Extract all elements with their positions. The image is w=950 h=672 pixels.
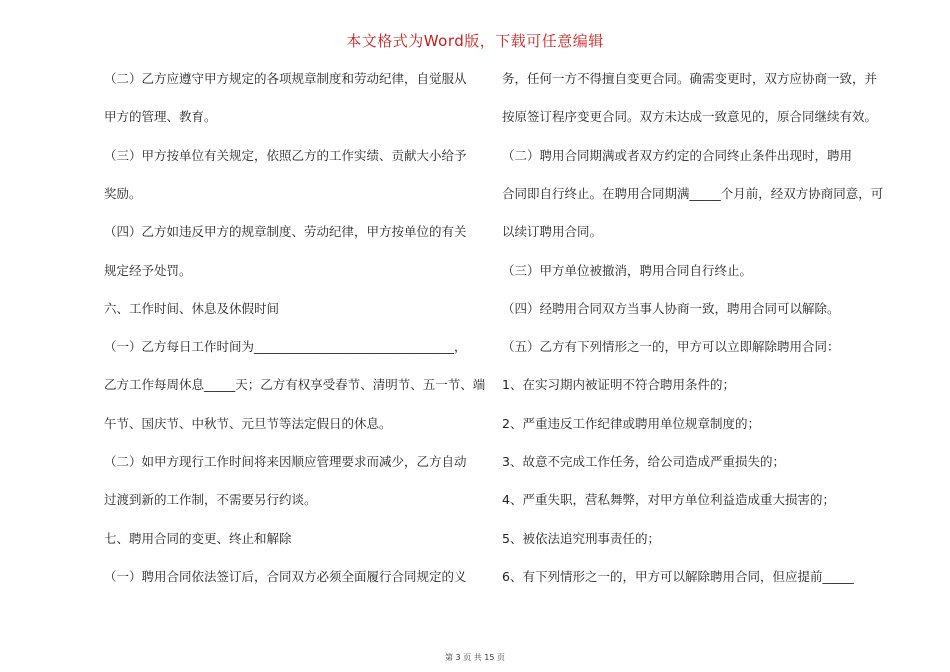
text-line: 规定经予处罚。 <box>104 263 192 278</box>
text-line: 务，任何一方不得擅自变更合同。确需变更时，双方应协商一致，并 <box>502 71 878 86</box>
list-item: 3、故意不完成工作任务，给公司造成严重损失的； <box>502 454 785 469</box>
section-heading: 七、聘用合同的变更、终止和解除 <box>104 531 292 546</box>
text-line: （二）聘用合同期满或者双方约定的合同终止条件出现时，聘用 <box>502 148 853 163</box>
text-line: 按原签订程序变更合同。双方未达成一致意见的，原合同继续有效。 <box>502 109 878 124</box>
text-line: （三）甲方按单位有关规定，依照乙方的工作实绩、贡献大小给予 <box>104 148 467 163</box>
text-line: 甲方的管理、教育。 <box>104 109 217 124</box>
text-line: （一）乙方每日工作时间为________________________________， <box>104 339 467 354</box>
text-line: （二）乙方应遵守甲方规定的各项规章制度和劳动纪律，自觉服从 <box>104 71 467 86</box>
text-line: 合同即自行终止。在聘用合同期满_____个月前，经双方协商同意，可 <box>502 186 884 201</box>
text-line: （四）经聘用合同双方当事人协商一致，聘用合同可以解除。 <box>502 301 840 316</box>
text-line: （一）聘用合同依法签订后，合同双方必须全面履行合同规定的义 <box>104 569 467 584</box>
section-heading: 六、工作时间、休息及休假时间 <box>104 301 280 316</box>
text-line: 午节、国庆节、中秋节、元旦节等法定假日的休息。 <box>104 416 392 431</box>
list-item: 5、被依法追究刑事责任的； <box>502 531 660 546</box>
text-line: （五）乙方有下列情形之一的，甲方可以立即解除聘用合同： <box>502 339 840 354</box>
page-number: 第 3 页 共 15 页 <box>445 653 505 662</box>
text-line: （二）如甲方现行工作时间将来因顺应管理要求而减少，乙方自动 <box>104 454 467 469</box>
text-line: （四）乙方如违反甲方的规章制度、劳动纪律，甲方按单位的有关 <box>104 224 467 239</box>
text-line: 奖励。 <box>104 186 142 201</box>
list-item: 1、在实习期内被证明不符合聘用条件的； <box>502 377 735 392</box>
page-header-title: 本文格式为Word版，下载可任意编辑 <box>346 32 604 50</box>
text-line: 乙方工作每周休息_____天；乙方有权享受春节、清明节、五一节、端 <box>104 377 486 392</box>
list-item: 2、严重违反工作纪律或聘用单位规章制度的； <box>502 416 760 431</box>
text-line: 以续订聘用合同。 <box>502 224 603 239</box>
list-item: 6、有下列情形之一的，甲方可以解除聘用合同，但应提前_____ <box>502 569 854 584</box>
list-item: 4、严重失职，营私舞弊，对甲方单位利益造成重大损害的； <box>502 492 835 507</box>
text-line: 过渡到新的工作制，不需要另行约谈。 <box>104 492 317 507</box>
text-line: （三）甲方单位被撤消，聘用合同自行终止。 <box>502 263 753 278</box>
